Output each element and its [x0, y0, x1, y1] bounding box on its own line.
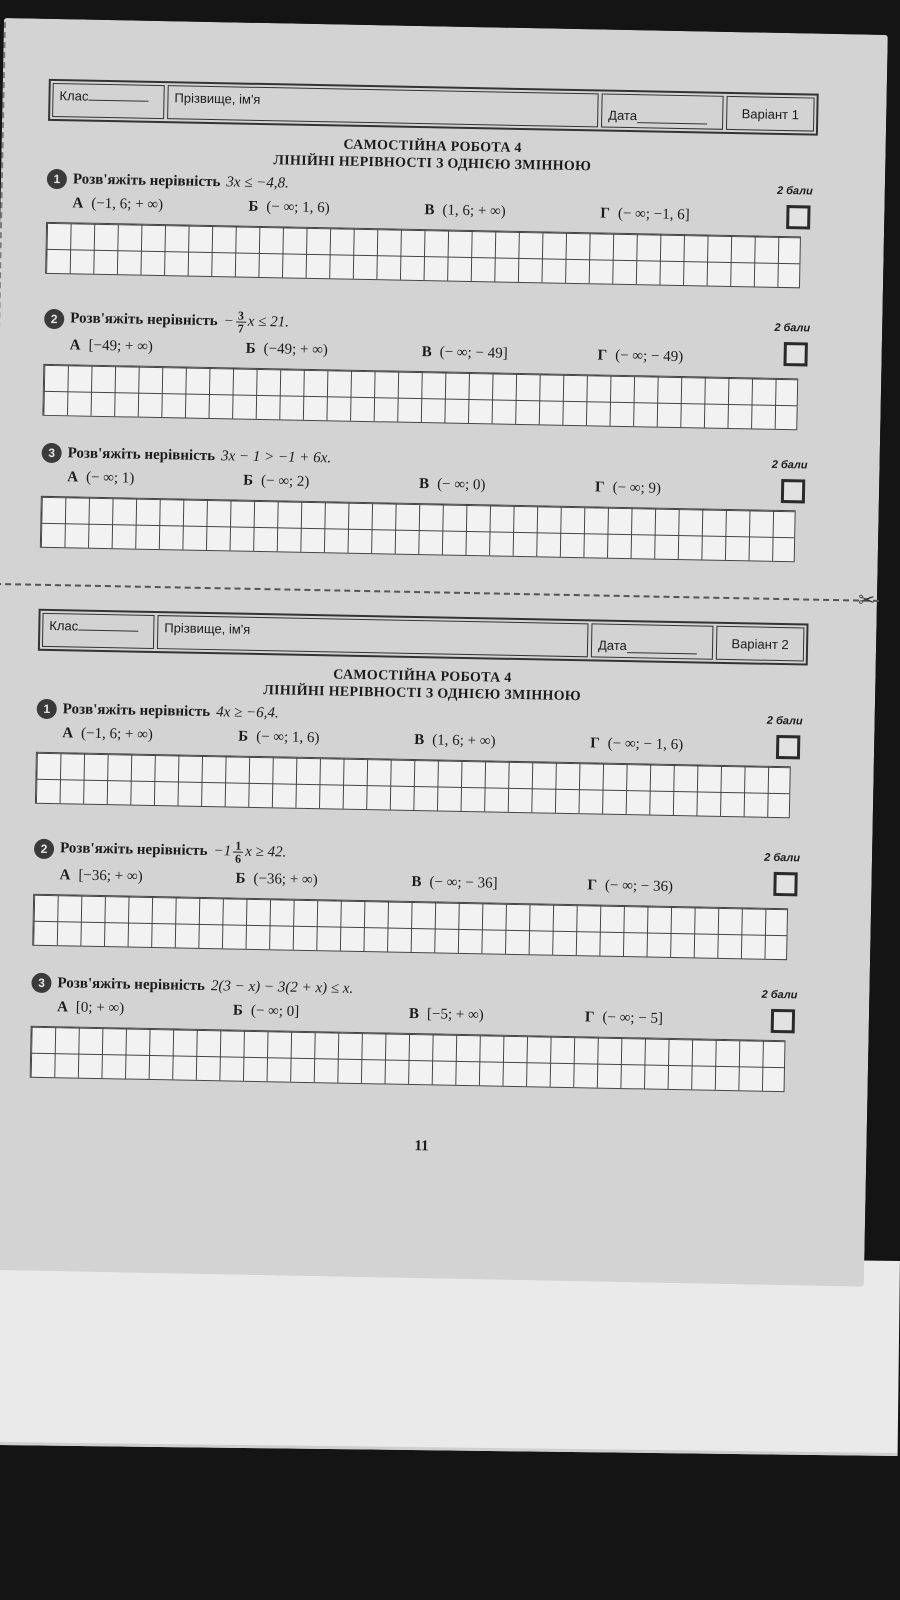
task-text: Розв'яжіть нерівність: [72, 170, 221, 190]
option-4[interactable]: [595, 479, 771, 499]
work-grid[interactable]: [30, 1026, 786, 1092]
points-label: 2 бали: [764, 851, 801, 865]
work-grid[interactable]: [45, 222, 801, 288]
option-1[interactable]: [59, 867, 235, 887]
option-1[interactable]: [67, 469, 243, 489]
option-letter: Г: [584, 1009, 595, 1026]
expression-start: 2(3 − x) − 3(2 + x) ≤ x.: [210, 977, 354, 997]
option-letter: В: [418, 476, 430, 493]
option-letter: А: [56, 999, 69, 1016]
task-number-badge: 2: [44, 308, 64, 328]
option-letter: Г: [590, 735, 600, 752]
option-letter: А: [62, 725, 74, 742]
task-3: [39, 443, 811, 591]
work-grid[interactable]: [35, 752, 791, 818]
option-3[interactable]: [424, 202, 600, 222]
option-4[interactable]: [590, 735, 766, 755]
option-1[interactable]: [57, 999, 233, 1019]
task-text: Розв'яжіть нерівність: [59, 840, 208, 860]
fraction-denominator: 6: [234, 851, 242, 866]
task-3: [29, 973, 801, 1121]
option-3[interactable]: [409, 1006, 585, 1026]
task-2: [32, 836, 804, 984]
option-1[interactable]: [72, 195, 248, 215]
name-field[interactable]: [167, 85, 599, 127]
option-letter: А: [59, 867, 71, 884]
points-label: 2 бали: [766, 714, 803, 728]
option-letter: Б: [238, 728, 249, 745]
name-field[interactable]: [157, 615, 589, 657]
option-letter: Г: [587, 877, 598, 894]
option-letter: Б: [245, 340, 256, 357]
class-field[interactable]: [52, 83, 165, 119]
answer-checkbox[interactable]: [781, 479, 805, 503]
option-value: [−5; + ∞): [426, 1006, 484, 1024]
fraction: [236, 310, 246, 335]
option-value: (− ∞; 0]: [250, 1002, 300, 1020]
option-letter: В: [408, 1005, 420, 1023]
option-2[interactable]: [246, 341, 422, 361]
fraction: [233, 840, 243, 865]
option-value: (− ∞; 1, 6): [256, 728, 320, 747]
task-expression: [213, 839, 286, 865]
option-letter: А: [67, 469, 79, 486]
task-number-badge: 1: [47, 169, 67, 189]
option-4[interactable]: [597, 347, 773, 367]
answer-checkbox[interactable]: [783, 342, 807, 366]
option-letter: Б: [248, 198, 259, 215]
expression-start: 3x − 1 > −1 + 6x.: [220, 447, 332, 466]
option-value: (− ∞; 2): [260, 473, 310, 490]
option-value: (− ∞; − 36): [604, 877, 674, 896]
header-fields: [38, 609, 809, 666]
option-letter: Б: [235, 870, 246, 887]
option-value: (−36; + ∞): [253, 870, 318, 889]
class-blank[interactable]: [88, 89, 148, 102]
option-2[interactable]: [238, 729, 414, 749]
task-number-badge: 1: [37, 699, 57, 719]
option-value: (−1, 6; + ∞): [91, 195, 164, 214]
subtitle-line: ЛІНІЙНІ НЕРІВНОСТІ З ОДНІЄЮ ЗМІННОЮ: [263, 683, 582, 705]
worksheet-page: [0, 18, 888, 1287]
option-value: (− ∞; 0): [436, 476, 486, 494]
variant-2: [29, 609, 808, 1121]
work-grid[interactable]: [32, 894, 788, 960]
option-value: (− ∞; 1): [85, 469, 135, 487]
page-number: 11: [414, 1138, 429, 1155]
option-value: [0; + ∞): [75, 999, 125, 1017]
name-label: Прізвище, ім'я: [164, 620, 251, 637]
task-2: [42, 306, 814, 454]
option-4[interactable]: [587, 877, 763, 897]
option-value: (− ∞; 1, 6): [266, 199, 330, 217]
option-letter: В: [414, 732, 425, 749]
name-label: Прізвище, ім'я: [174, 90, 261, 107]
expression-start: 4x ≥ −6,4.: [216, 703, 279, 721]
option-letter: Б: [243, 472, 254, 489]
option-3[interactable]: [414, 732, 590, 752]
date-label: Дата: [597, 637, 628, 654]
class-label: Клас: [49, 617, 79, 634]
option-letter: Г: [597, 347, 608, 364]
option-letter: А: [69, 337, 81, 354]
date-field[interactable]: [591, 623, 714, 659]
option-letter: В: [411, 873, 422, 891]
option-3[interactable]: [421, 344, 597, 364]
task-text: Розв'яжіть нерівність: [67, 444, 216, 464]
scissors-icon: ✂: [857, 587, 876, 612]
task-text: Розв'яжіть нерівність: [70, 310, 218, 330]
variant-1: [39, 79, 818, 591]
class-blank[interactable]: [78, 619, 138, 632]
option-letter: Б: [232, 1002, 244, 1019]
variant-label: Варіант 2: [716, 626, 805, 662]
option-2[interactable]: [235, 871, 411, 891]
task-expression: [216, 704, 279, 722]
task-1: [34, 699, 806, 847]
expression-start: −1: [213, 843, 232, 860]
option-value: (−1, 6; + ∞): [80, 725, 154, 743]
option-value: (1, 6; + ∞): [432, 732, 496, 750]
expression-end: x ≤ 21.: [247, 313, 290, 331]
subtitle-line: ЛІНІЙНІ НЕРІВНОСТІ З ОДНІЄЮ ЗМІННОЮ: [273, 153, 592, 175]
option-2[interactable]: [248, 199, 424, 219]
option-value: (− ∞; − 49): [615, 347, 684, 366]
work-grid[interactable]: [40, 496, 796, 562]
task-text: Розв'яжіть нерівність: [57, 974, 206, 994]
option-2[interactable]: [243, 473, 419, 493]
task-number-badge: 3: [41, 443, 61, 463]
option-3[interactable]: [411, 874, 587, 894]
option-letter: В: [421, 344, 432, 361]
task-expression: [221, 448, 331, 467]
title-line: САМОСТІЙНА РОБОТА 4: [333, 667, 512, 686]
points-label: 2 бали: [774, 321, 811, 335]
task-expression: [211, 978, 354, 998]
option-4[interactable]: [585, 1009, 761, 1029]
expression-end: x ≥ 42.: [244, 843, 287, 861]
option-1[interactable]: [70, 337, 246, 357]
points-label: 2 бали: [771, 458, 808, 472]
option-1[interactable]: [62, 725, 238, 745]
task-expression: [226, 174, 289, 192]
answer-checkbox[interactable]: [776, 735, 800, 759]
option-value: [−49; + ∞): [88, 337, 153, 355]
date-label: Дата: [608, 107, 638, 124]
option-value: (− ∞; −1, 6]: [617, 205, 690, 224]
task-number-badge: 2: [34, 838, 54, 858]
option-value: (− ∞; 9): [612, 479, 662, 497]
work-grid[interactable]: [42, 364, 798, 430]
option-letter: Г: [600, 205, 611, 222]
option-letter: А: [72, 195, 84, 212]
date-field[interactable]: [601, 93, 724, 129]
date-blank[interactable]: [627, 641, 697, 654]
expression-start: −: [223, 313, 234, 330]
fraction-numerator: 1: [235, 838, 242, 853]
option-value: (− ∞; − 1, 6): [607, 735, 684, 754]
option-4[interactable]: [600, 205, 776, 225]
variant-label: Варіант 1: [726, 96, 815, 132]
answer-checkbox[interactable]: [773, 872, 797, 896]
fraction-denominator: 7: [237, 321, 244, 336]
expression-start: 3x ≤ −4,8.: [226, 173, 290, 191]
points-label: 2 бали: [761, 988, 798, 1002]
option-value: (− ∞; − 5]: [602, 1009, 664, 1027]
option-2[interactable]: [233, 1003, 409, 1023]
option-3[interactable]: [419, 476, 595, 496]
option-letter: Г: [594, 479, 605, 496]
answer-checkbox[interactable]: [786, 205, 810, 229]
header-fields: [48, 79, 819, 136]
option-value: (− ∞; − 49]: [439, 344, 508, 362]
option-value: (1, 6; + ∞): [442, 202, 506, 220]
option-letter: В: [424, 202, 435, 219]
option-value: [−36; + ∞): [78, 867, 143, 885]
answer-checkbox[interactable]: [771, 1009, 795, 1033]
date-blank[interactable]: [637, 111, 707, 124]
class-label: Клас: [59, 88, 89, 104]
option-value: (−49; + ∞): [263, 341, 329, 359]
option-value: (− ∞; − 36]: [429, 874, 498, 892]
fraction-numerator: 3: [237, 308, 245, 323]
class-field[interactable]: [42, 613, 155, 649]
title-line: САМОСТІЙНА РОБОТА 4: [343, 137, 522, 156]
points-label: 2 бали: [776, 184, 813, 198]
task-expression: [223, 309, 289, 335]
task-1: [45, 169, 817, 317]
task-number-badge: 3: [31, 973, 51, 993]
task-text: Розв'яжіть нерівність: [62, 700, 211, 720]
